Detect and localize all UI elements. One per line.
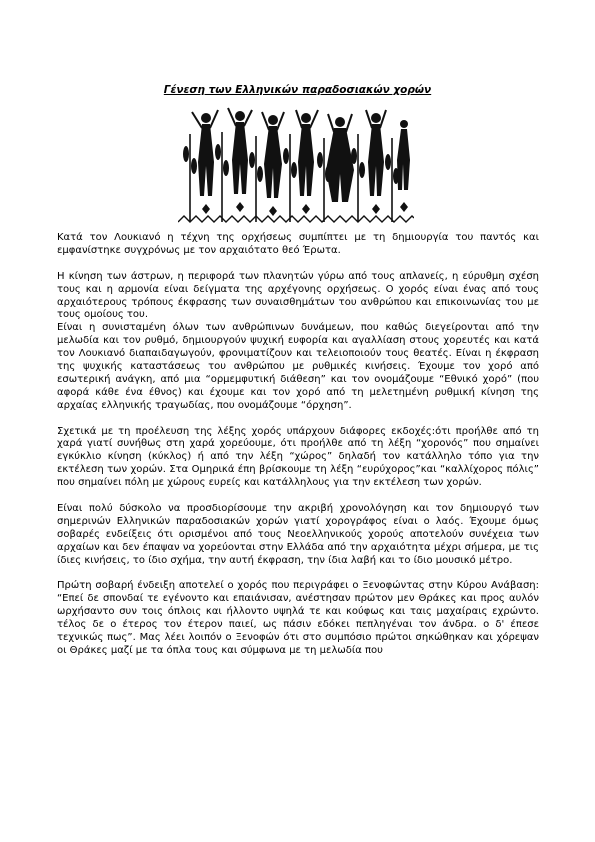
ancient-greek-vase-dancers-image <box>178 104 414 227</box>
paragraph-stars: Η κίνηση των άστρων, η περιφορά των πλανητών γύρω από τους απλανείς, η εύρυθμη σχέση τους και η αρμονία είναι δείγματα της αρχέγονης ορχήσεως. Ο χορός είναι ένας από τους αρχαιότερους τρόπους έκφρασης των συναισθημάτων του ανθρώπου και επικοινωνίας του με τους ομοίους του. <box>57 270 539 321</box>
paragraph-human-forces: Είναι η συνισταμένη όλων των ανθρώπινων δυνάμεων, που καθώς διεγείρονται από την μελωδία και τον ρυθμό, δημιουργούν ψυχική ευφορία και αγαλλίαση στους χορευτές και κατά τον Λουκιανό διαπαιδαγωγούν, φρονιματίζουν και τελειοποιούν τους θεατές. Είναι η έκφραση της ψυχικής καταστάσεως του ανθρώπου με ρυθμικές κινήσεις. Έχουμε τον χορό από εσωτερική ανάγκη, από μια “ορμεμφυτική διάθεση” και τον ονομάζουμε “Εθνικό χορό” (που αφορά κάθε ένα έθνος) και έχουμε και τον χορό από τη μελετημένη ρυθμική κίνηση της αρχαίας ελληνικής τραγωδίας, που ονομάζουμε “όρχηση”. <box>57 322 539 411</box>
paragraph-dating: Είναι πολύ δύσκολο να προσδιορίσουμε την ακριβή χρονολόγηση και τον δημιουργό των σημερινών Ελληνικών παραδοσιακών χορών γιατί χορογράφος είναι ο λαός. Έχουμε όμως σοβαρές ενδείξεις ότι ορισμένοι από τους Νεοελληνικούς χορούς αποτελούν συνέχεια των αρχαίων και δεν έπαψαν να χορεύονται στην Ελλάδα από την αρχαιότητα μέχρι σήμερα, με τις ίδιες κινήσεις, το ίδιο σχήμα, την αυτή έκφραση, την ίδια λαβή και το ίδιο μουσικό μέτρο. <box>57 502 539 566</box>
page-title: Γένεση των Ελληνικών παραδοσιακών χορών <box>163 84 432 96</box>
paragraph-xenophon: Πρώτη σοβαρή ένδειξη αποτελεί ο χορός που περιγράφει ο Ξενοφώντας στην Κύρου Ανάβαση: “Επεί δε σπονδαί τε εγένοντο και επαιάνισαν, ανέστησαν πρώτον μεν Θράκες και προς αυλόν ωρχήσαντο συν τοις όπλοις και ήλλοντο υψηλά τε και κούφως και ταις μαχαίραις εχρώντο. τέλος δε ο έτερος τον έτερον παιεί, ως πάσιν εδόκει πεπληγέναι τον άνδρα. ο δ' έπεσε τεχνικώς πως”. Μας λέει λοιπόν ο Ξενοφών ότι στο συμπόσιο πρώτοι σηκώθηκαν και χόρεψαν οι Θράκες μαζί με τα όπλα τους και σύμφωνα με τη μελωδία που <box>57 580 539 656</box>
paragraph-intro: Κατά τον Λουκιανό η τέχνη της ορχήσεως συμπίπτει με τη δημιουργία του παντός και εμφανίστηκε συγχρόνως με τον αρχαιότατο θεό Έρωτα. <box>57 232 539 256</box>
body-text <box>57 232 539 658</box>
paragraph-etymology: Σχετικά με τη προέλευση της λέξης χορός υπάρχουν διάφορες εκδοχές:ότι προήλθε από τη χαρά γιατί συνήθως στη χαρά χορεύουμε, ότι προήλθε από τη λέξη “χορονός” που σημαίνει εγκύκλιο κίνηση (κύκλος) ή από την λέξη “χώρος” δηλαδή τον κατάλληλο τόπο για την εκτέλεση των χορών. Στα Ομηρικά έπη βρίσκουμε τη λέξη “ευρύχορος”και “καλλίχορος πόλις” που σημαίνει πόλη με χώρους ευρείς και κατάλληλους για την εκτέλεση των χορών. <box>57 425 539 489</box>
